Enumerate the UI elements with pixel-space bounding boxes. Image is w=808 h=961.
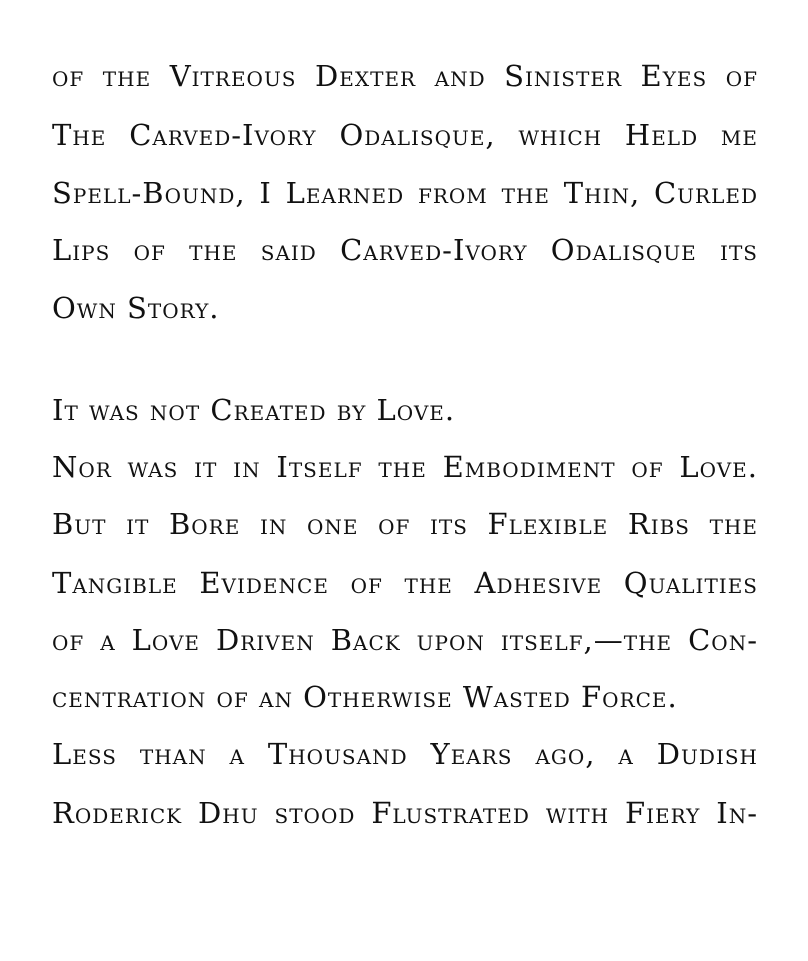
text-line: Tangible Evidence of the Adhesive Qualities	[52, 566, 758, 600]
text-line: Nor was it in Itself the Embodiment of Love.	[52, 450, 758, 484]
text-line: Lips of the said Carved-Ivory Odalisque its	[52, 233, 758, 267]
text-line: centration of an Otherwise Wasted Force.	[52, 680, 678, 714]
text-line: Roderick Dhu stood Flustrated with Fiery In-	[52, 796, 758, 830]
text-line: Spell-Bound, I Learned from the Thin, Curled	[52, 176, 758, 210]
text-line: Less than a Thousand Years ago, a Dudish	[52, 737, 758, 771]
text-line: Own Story.	[52, 291, 220, 325]
text-line: But it Bore in one of its Flexible Ribs the	[52, 507, 759, 541]
text-line: The Carved-Ivory Odalisque, which Held me	[52, 118, 758, 152]
text-line: of a Love Driven Back upon itself,—the Con-	[52, 623, 758, 657]
text-line: It was not Created by Love.	[52, 393, 456, 427]
text-line: of the Vitreous Dexter and Sinister Eyes of	[52, 59, 758, 93]
